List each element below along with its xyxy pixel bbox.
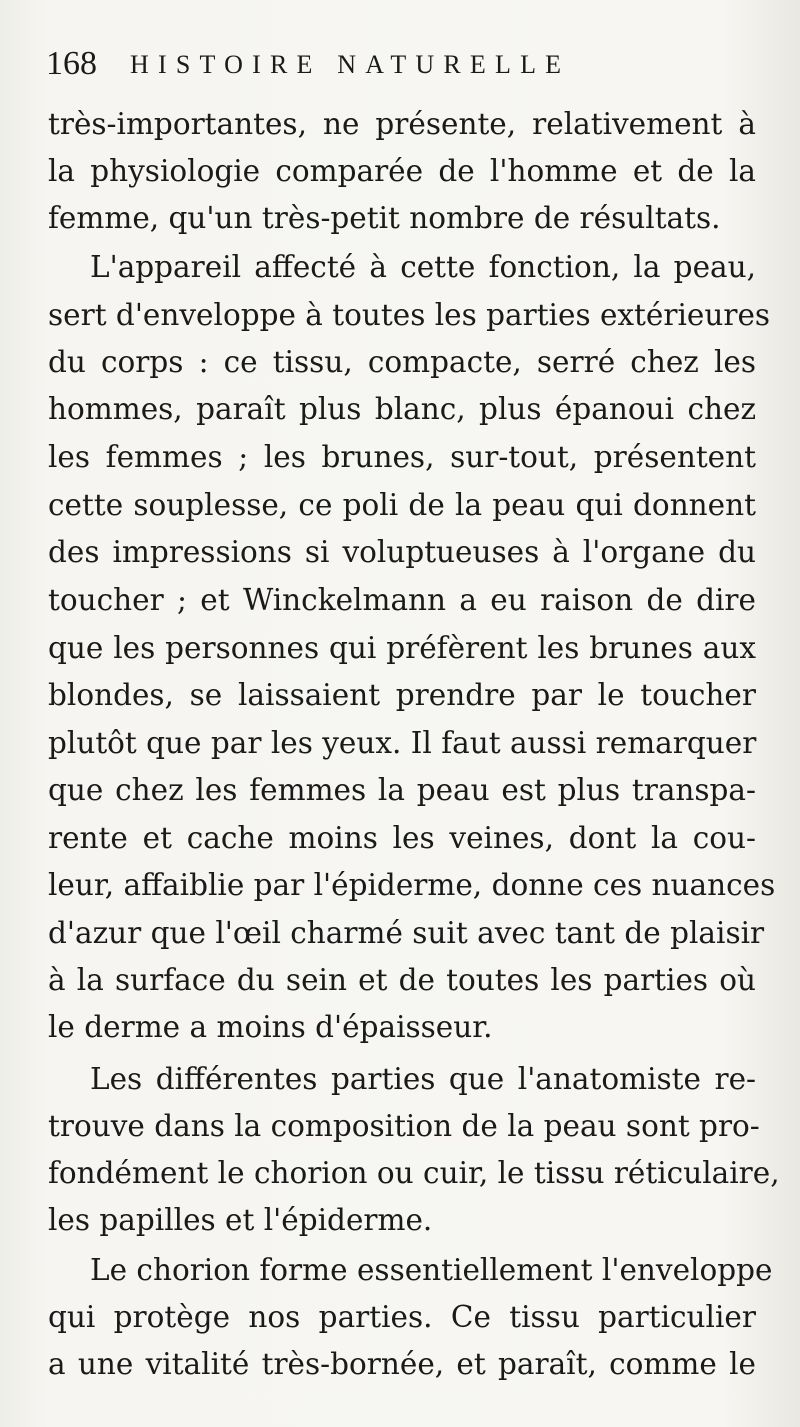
- text-line: sert d'enveloppe à toutes les parties extérieures: [48, 298, 771, 332]
- running-title: HISTOIRE NATURELLE: [130, 50, 571, 79]
- page-number: 168: [46, 45, 97, 82]
- text-line: très-importantes, ne présente, relativement à: [48, 107, 756, 141]
- text-line: rente et cache moins les veines, dont la cou-: [48, 821, 756, 855]
- text-line: trouve dans la composition de la peau sont pro-: [48, 1109, 760, 1143]
- text-line: fondément le chorion ou cuir, le tissu réticulaire,: [48, 1156, 780, 1190]
- text-line: d'azur que l'œil charmé suit avec tant de plaisir: [48, 916, 765, 950]
- text-line: L'appareil affecté à cette fonction, la peau,: [90, 250, 756, 284]
- text-line: les papilles et l'épiderme.: [48, 1203, 433, 1237]
- text-line: à la surface du sein et de toutes les parties où: [48, 963, 756, 997]
- text-line: que chez les femmes la peau est plus transpa-: [48, 773, 756, 807]
- text-line: Les différentes parties que l'anatomiste re-: [90, 1062, 756, 1096]
- text-line: leur, affaiblie par l'épiderme, donne ces nuances: [48, 868, 776, 902]
- text-line: plutôt que par les yeux. Il faut aussi remarquer: [48, 726, 757, 760]
- text-line: des impressions si voluptueuses à l'organe du: [48, 535, 756, 569]
- text-line: du corps : ce tissu, compacte, serré chez les: [48, 345, 756, 379]
- text-line: a une vitalité très-bornée, et paraît, comme le: [48, 1347, 756, 1381]
- text-line: femme, qu'un très-petit nombre de résultats.: [48, 201, 721, 235]
- text-line: blondes, se laissaient prendre par le toucher: [48, 678, 756, 712]
- text-line: hommes, paraît plus blanc, plus épanoui chez: [48, 392, 756, 426]
- text-line: la physiologie comparée de l'homme et de la: [48, 154, 756, 188]
- text-line: que les personnes qui préfèrent les brunes aux: [48, 631, 756, 665]
- text-line: qui protège nos parties. Ce tissu particulier: [48, 1300, 756, 1334]
- text-line: les femmes ; les brunes, sur-tout, présentent: [48, 440, 756, 474]
- text-line: le derme a moins d'épaisseur.: [48, 1010, 493, 1044]
- text-line: toucher ; et Winckelmann a eu raison de dire: [48, 583, 756, 617]
- text-line: Le chorion forme essentiellement l'enveloppe: [90, 1253, 773, 1287]
- text-line: cette souplesse, ce poli de la peau qui donnent: [48, 488, 756, 522]
